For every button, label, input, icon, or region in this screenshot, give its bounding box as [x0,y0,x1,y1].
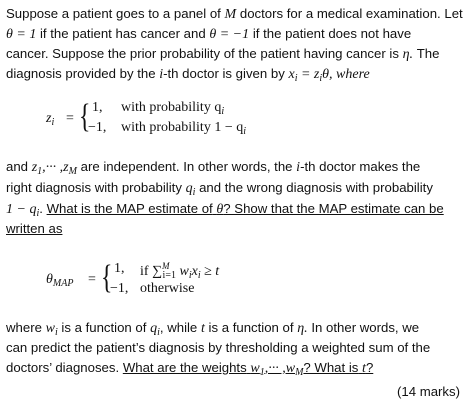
math-qi: $q_i$ [150,321,160,338]
p1-line-3 [6,44,439,64]
eq1-case1-text: with probability $q_i$ [121,100,225,117]
text: In other words, we [311,320,420,335]
text: is a function of [61,320,147,335]
eq2-case2-text: otherwise [140,281,195,296]
text: can predict the patient’s diagnosis by thresholding a weighted sum of the [6,340,431,355]
text: -th doctor is given by [163,66,285,81]
math-eta: η. [297,321,308,336]
math-t: t [200,321,205,336]
eq1-brace: { [79,98,91,135]
eq1-case2-text: with probability $1 - q_i$ [121,120,247,137]
math-M: M [224,7,237,22]
eq2-equals: = [88,272,96,287]
text: if the patient has cancer and [40,26,206,41]
math-theta-1: θ = 1 [6,27,37,42]
p1-line-2 [6,24,411,44]
question-underlined: What is the MAP estimate of θ? Show that the MAP estimate can be [46,201,444,217]
question-underlined: written as [6,221,63,236]
marks-label: (14 marks) [396,384,460,399]
text: is a function of [208,320,294,335]
question-underlined: What are the weights $w_1,\cdot\cdot\cdot ,w_M$? What is t? [122,360,374,378]
text: -th doctor makes the [300,159,421,174]
math-qi: $q_i$ [185,181,196,198]
eq2-case2-value: −1, [110,281,129,296]
math-z-list: $z_1,\cdot\cdot\cdot ,z_M$ [31,160,77,177]
text: are independent. In other words, the [80,159,293,174]
eq1-lhs: $z_i$ [46,111,55,128]
eq2-lhs: $\theta_{MAP}$ [46,272,74,289]
text: , while [159,320,198,335]
p3-line-3 [6,358,373,378]
math-i: i [159,67,164,82]
text: doctors’ diagnoses. [6,360,120,375]
math-eta: η. [402,47,414,62]
text: if the patient does not have [252,26,412,41]
math-one-minus-qi: $1 - q_i$ [6,202,40,219]
text: and [6,159,29,174]
p2-line-4 [6,219,62,239]
eq1-case1-value: 1, [92,100,103,115]
eq1-equals: = [66,111,74,126]
p3-line-2 [6,338,430,358]
eq2-case1-condition: if ∑$^M_{i=1}$ $w_ix_i \ge t$ [140,261,220,281]
p1-line-4 [6,64,370,84]
text: diagnosis provided by the [6,66,156,81]
text: . [39,201,43,216]
eq2-case1-value: 1, [114,261,125,276]
p2-line-3 [6,199,444,219]
text: The [416,46,440,61]
text: doctors for a medical examination. Let [239,6,463,21]
text: Suppose a patient goes to a panel of [6,6,221,21]
eq1-case2-value: −1, [88,120,107,135]
eq2-brace: { [101,259,113,296]
text: and the wrong diagnosis with probability [199,180,433,195]
p2-line-2 [6,178,433,198]
math-wi: $w_i$ [45,321,58,338]
p1-line-1 [6,4,463,24]
p2-line-1 [6,157,420,177]
math-xi-eq: $x_i = z_i\theta$, where [288,67,370,84]
math-i: i [296,160,301,175]
text: where [6,320,42,335]
math-theta-neg1: θ = −1 [209,27,250,42]
p3-line-1 [6,318,419,338]
text: right diagnosis with probability [6,180,182,195]
text: cancer. Suppose the prior probability of the patient having cancer is [6,46,399,61]
